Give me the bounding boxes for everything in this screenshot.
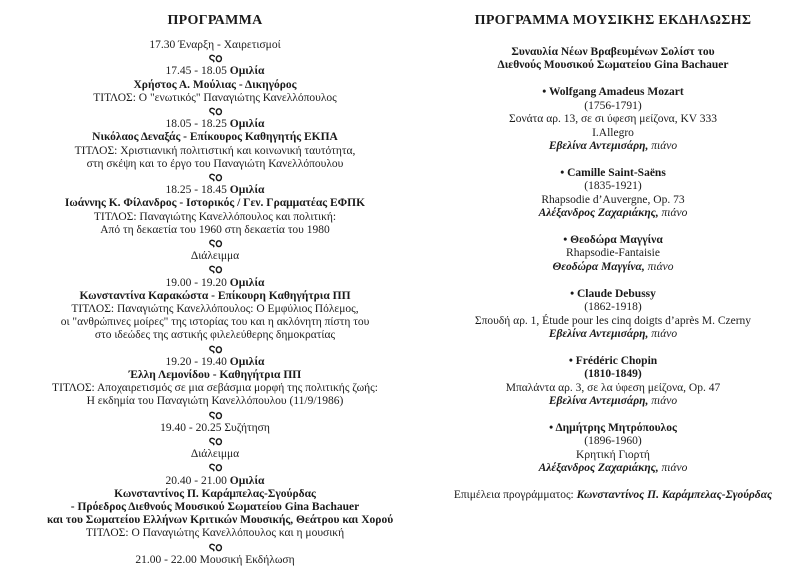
- text-segment: Αλέξανδρος Ζαχαριάκης,: [538, 207, 659, 220]
- text-segment: Ομιλία: [229, 276, 265, 289]
- section-divider-ornament-icon: [47, 263, 383, 276]
- schedule-entry: [47, 554, 383, 567]
- text-segment: (1896-1960): [584, 435, 642, 448]
- text-segment: Σπουδή αρ. 1, Étude pour les cinq doigts d’après M. Czerny: [474, 314, 752, 327]
- text-segment: Σονάτα αρ. 13, σε σι ύφεση μείζονα, KV 333: [509, 113, 717, 126]
- block-gap: [448, 476, 778, 490]
- subtitle-line: [448, 46, 778, 59]
- block-gap: [448, 408, 778, 422]
- text-segment: ΤΙΤΛΟΣ: Ο "ενωτικός" Παναγιώτης Κανελλόπουλος: [93, 91, 337, 104]
- subtitle-line: [448, 59, 778, 72]
- page-title: ΠΡΟΓΡΑΜΜΑ ΜΟΥΣΙΚΗΣ ΕΚΔΗΛΩΣΗΣ: [474, 13, 752, 28]
- text-segment: πιάνο: [658, 207, 688, 220]
- performer-line: [448, 140, 778, 153]
- schedule-entry: [47, 39, 383, 52]
- section-divider-ornament-icon: [47, 541, 383, 554]
- text-segment: Θεοδώρα Μαγγίνα,: [552, 260, 645, 273]
- performer-line: [448, 207, 778, 220]
- section-divider-ornament-icon: [47, 409, 383, 422]
- schedule-entry: [47, 422, 383, 435]
- composer-dates: [448, 180, 778, 193]
- section-divider-ornament-icon: [47, 461, 383, 474]
- text-segment: Διάλειμμα: [190, 250, 240, 263]
- text-segment: Νικόλαος Δεναξάς - Επίκουρος Καθηγητής ΕΚΠΑ: [92, 131, 338, 144]
- piece-title: [448, 382, 778, 395]
- text-segment: ΤΙΤΛΟΣ: Αποχαιρετισμός σε μια σεβάσμια μορφή της πολιτικής ζωής:: [52, 382, 378, 395]
- text-segment: (1810-1849): [584, 368, 642, 381]
- composer-heading: [448, 355, 778, 368]
- composer-heading: [448, 422, 778, 435]
- right-program-lines: [448, 46, 778, 502]
- text-segment: πιάνο: [648, 395, 678, 408]
- text-segment: 20.40 - 21.00: [165, 474, 230, 487]
- schedule-entry: [47, 475, 383, 488]
- talk-title-line: [47, 145, 383, 158]
- schedule-entry: [47, 277, 383, 290]
- text-segment: • Θεοδώρα Μαγγίνα: [563, 233, 663, 246]
- text-segment: Συναυλία Νέων Βραβευμένων Σολίστ του: [511, 46, 715, 58]
- text-segment: πιάνο: [648, 327, 678, 340]
- text-segment: Η εκδημία του Παναγιώτη Κανελλόπουλου (11/9/1986): [86, 395, 344, 408]
- performer-line: [448, 462, 778, 475]
- text-segment: Κωνσταντίνος Π. Καράμπελας-Σγούρδας: [576, 489, 773, 502]
- section-divider-ornament-icon: [47, 237, 383, 250]
- text-segment: (1835-1921): [584, 180, 642, 193]
- text-segment: • Δημήτρης Μητρόπουλος: [549, 421, 677, 434]
- text-segment: Έλλη Λεμονίδου - Καθηγήτρια ΠΠ: [128, 368, 302, 381]
- text-segment: • Wolfgang Amadeus Mozart: [542, 86, 684, 99]
- composer-dates: [448, 100, 778, 113]
- text-segment: στη σκέψη και το έργο του Παναγιώτη Κανελλόπουλου: [86, 157, 344, 170]
- text-segment: Εβελίνα Αντεμισάρη,: [548, 395, 649, 408]
- credits-line: [448, 489, 778, 502]
- composer-dates: [448, 435, 778, 448]
- performer-line: [448, 328, 778, 341]
- talk-title-line: [47, 224, 383, 237]
- section-divider-ornament-icon: [47, 52, 383, 65]
- section-divider-ornament-icon: [47, 105, 383, 118]
- text-segment: Κρητική Γιορτή: [576, 448, 650, 461]
- piece-title: [448, 194, 778, 207]
- text-segment: 19.00 - 19.20: [165, 276, 230, 289]
- schedule-entry: [47, 118, 383, 131]
- speaker-line: [47, 514, 394, 527]
- right-program-page: [448, 12, 778, 502]
- text-segment: Χρήστος Α. Μούλιας - Δικηγόρος: [133, 78, 297, 91]
- performer-line: [448, 261, 778, 274]
- text-segment: Μπαλάντα αρ. 3, σε λα ύφεση μείζονα, Op. 47: [505, 381, 721, 394]
- text-segment: πιάνο: [658, 462, 688, 475]
- text-segment: Ομιλία: [229, 355, 265, 368]
- talk-title-line: [47, 303, 383, 316]
- block-gap: [448, 220, 778, 234]
- composer-heading: [448, 86, 778, 99]
- section-divider-ornament-icon: [47, 343, 383, 356]
- page-title: ΠΡΟΓΡΑΜΜΑ: [167, 13, 263, 28]
- text-segment: Διάλειμμα: [190, 448, 240, 461]
- text-segment: ΤΙΤΛΟΣ: Χριστιανική πολιτιστική και κοινωνική ταυτότητα,: [74, 144, 356, 157]
- text-segment: 18.25 - 18.45: [165, 184, 230, 197]
- text-segment: Εβελίνα Αντεμισάρη,: [548, 139, 649, 152]
- left-program-lines: [47, 39, 394, 567]
- speaker-line: [47, 369, 383, 382]
- text-segment: Rhapsodie d’Auvergne, Op. 73: [541, 193, 685, 206]
- text-segment: Επιμέλεια προγράμματος:: [453, 489, 577, 502]
- text-segment: 17.30 Έναρξη - Χαιρετισμοί: [149, 39, 281, 51]
- text-segment: Ομιλία: [229, 65, 265, 78]
- text-segment: I.Allegro: [592, 126, 634, 139]
- break-label: [47, 448, 383, 461]
- break-label: [47, 250, 383, 263]
- talk-title-line: [47, 211, 383, 224]
- talk-title-line: [47, 329, 383, 342]
- movement-label: [448, 127, 778, 140]
- section-divider-ornament-icon: [47, 435, 383, 448]
- text-segment: Ομιλία: [229, 184, 265, 197]
- block-gap: [448, 153, 778, 167]
- text-segment: 18.05 - 18.25: [165, 118, 230, 131]
- text-segment: Αλέξανδρος Ζαχαριάκης,: [538, 462, 659, 475]
- talk-title-line: [47, 158, 383, 171]
- schedule-entry: [47, 356, 383, 369]
- piece-title: [448, 247, 778, 260]
- schedule-entry: [47, 65, 383, 78]
- text-segment: οι "ανθρώπινες μοίρες" της ιστορίας του και η ακλόνητη πίστη του: [60, 316, 370, 329]
- text-segment: Κωνσταντίνος Π. Καράμπελας-Σγούρδας: [114, 487, 316, 500]
- text-segment: 19.20 - 19.40: [165, 355, 230, 368]
- section-divider-ornament-icon: [47, 171, 383, 184]
- performer-line: [448, 395, 778, 408]
- text-segment: ΤΙΤΛΟΣ: Ο Παναγιώτης Κανελλόπουλος και η μουσική: [85, 527, 345, 540]
- text-segment: Διεθνούς Μουσικού Σωματείου Gina Bachauer: [497, 59, 729, 72]
- text-segment: 17.45 - 18.05: [165, 65, 230, 78]
- text-segment: • Camille Saint-Saëns: [560, 166, 666, 179]
- piece-title: [448, 113, 778, 126]
- composer-heading: [448, 167, 778, 180]
- block-gap: [448, 341, 778, 355]
- block-gap: [448, 73, 778, 87]
- composer-heading: [448, 288, 778, 301]
- piece-title: [448, 449, 778, 462]
- text-segment: (1756-1791): [584, 99, 642, 112]
- text-segment: 19.40 - 20.25 Συζήτηση: [160, 421, 270, 434]
- composer-heading: [448, 234, 778, 247]
- text-segment: (1862-1918): [584, 301, 642, 314]
- text-segment: ΤΙΤΛΟΣ: Παναγιώτης Κανελλόπουλος και πολιτική:: [93, 210, 337, 223]
- block-gap: [448, 274, 778, 288]
- talk-title-line: [47, 382, 383, 395]
- speaker-line: [47, 131, 383, 144]
- text-segment: • Frédéric Chopin: [568, 354, 658, 367]
- text-segment: ΤΙΤΛΟΣ: Παναγιώτης Κανελλόπουλος: Ο Εμφύλιος Πόλεμος,: [71, 302, 359, 315]
- text-segment: Από τη δεκαετία του 1960 στη δεκαετία του 1980: [100, 223, 330, 236]
- talk-title-line: [47, 316, 383, 329]
- piece-title: [448, 315, 778, 328]
- text-segment: Κωνσταντίνα Καρακώστα - Επίκουρη Καθηγήτρια ΠΠ: [79, 289, 351, 302]
- text-segment: Rhapsodie-Fantaisie: [566, 247, 660, 260]
- speaker-line: [47, 488, 383, 501]
- composer-dates: [448, 368, 778, 381]
- text-segment: Ιωάννης Κ. Φίλανδρος - Ιστορικός / Γεν. Γραμματέας ΕΦΠΚ: [64, 197, 366, 210]
- text-segment: 21.00 - 22.00 Μουσική Εκδήλωση: [135, 553, 295, 566]
- text-segment: • Claude Debussy: [570, 287, 656, 300]
- text-segment: Ομιλία: [229, 474, 265, 487]
- talk-title-line: [47, 92, 383, 105]
- speaker-line: [47, 290, 383, 303]
- text-segment: - Πρόεδρος Διεθνούς Μουσικού Σωματείου Gina Bachauer: [70, 500, 360, 513]
- speaker-line: [47, 79, 383, 92]
- text-segment: πιάνο: [648, 139, 678, 152]
- talk-title-line: [47, 395, 383, 408]
- text-segment: Εβελίνα Αντεμισάρη,: [548, 327, 649, 340]
- left-program-page: [47, 12, 394, 567]
- text-segment: Ομιλία: [229, 118, 265, 131]
- text-segment: στο ιδεώδες της αστικής φιλελεύθερης δημοκρατίας: [94, 329, 336, 342]
- speaker-line: [47, 197, 383, 210]
- text-segment: και του Σωματείου Ελλήνων Κριτικών Μουσικής, Θεάτρου και Χορού: [47, 514, 394, 527]
- text-segment: πιάνο: [644, 260, 674, 273]
- composer-dates: [448, 301, 778, 314]
- schedule-entry: [47, 184, 383, 197]
- speaker-line: [47, 501, 383, 514]
- talk-title-line: [47, 527, 383, 540]
